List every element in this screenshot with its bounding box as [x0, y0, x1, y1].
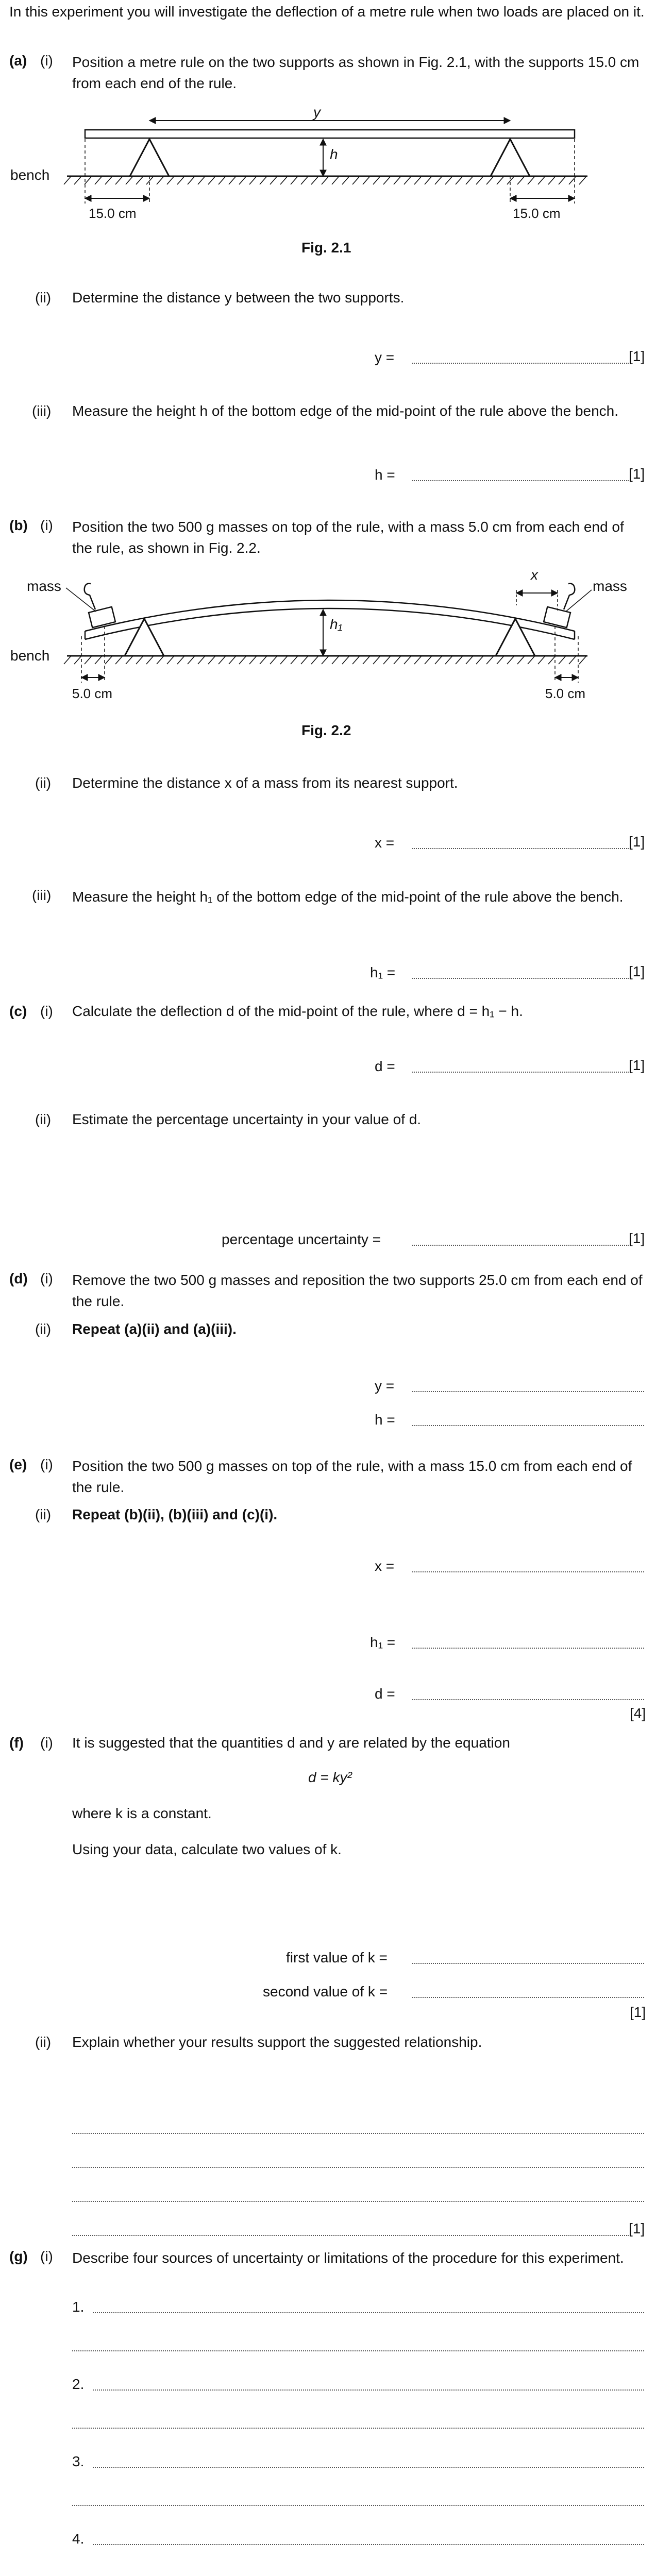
- left-support: [130, 139, 169, 176]
- g-i-line-2a[interactable]: [93, 2389, 644, 2391]
- left-mass: [85, 584, 115, 628]
- fig2-x-label: x: [531, 567, 538, 583]
- part-c-label: (c): [9, 1003, 27, 1019]
- part-f-ii-text: Explain whether your results support the suggested relationship.: [72, 2034, 482, 2050]
- figure-2-1: [0, 98, 656, 252]
- part-f-i-text: It is suggested that the quantities d and y are related by the equation: [72, 1735, 510, 1751]
- mark-f-ii: [1]: [629, 2221, 645, 2236]
- part-b-ii-text: Determine the distance x of a mass from its nearest support.: [72, 775, 458, 791]
- part-a-label: (a): [9, 53, 27, 69]
- bench-hatching: [64, 176, 586, 184]
- answer-d-h-label: h =: [375, 1412, 395, 1428]
- part-b-i-label: (i): [40, 517, 53, 533]
- part-b-i-text: Position the two 500 g masses on top of the rule, with a mass 5.0 cm from each end of the rule, as shown in Fig. 2.2.: [72, 519, 624, 556]
- answer-e-d-field[interactable]: [412, 1699, 644, 1700]
- part-d-i-label: (i): [40, 1270, 53, 1286]
- equation: d = ky²: [308, 1769, 352, 1785]
- part-e-label: (e): [9, 1456, 27, 1472]
- part-a-iii-label: (iii): [32, 403, 52, 419]
- fig-2-2-caption: Fig. 2.2: [301, 722, 351, 738]
- fig2-bench-label: bench: [10, 648, 50, 664]
- answer-x-label: x =: [375, 835, 395, 851]
- answer-e-h1-field[interactable]: [412, 1648, 644, 1649]
- answer-d-label: d =: [375, 1058, 395, 1074]
- mark-a-iii: [1]: [629, 466, 645, 482]
- part-b-iii-text: Measure the height h₁ of the bottom edge of the mid-point of the rule above the bench.: [72, 889, 624, 905]
- right-mass: [544, 584, 575, 628]
- right-support: [491, 139, 530, 176]
- part-c-ii-label: (ii): [35, 1111, 52, 1127]
- part-d-ii-label: (ii): [35, 1321, 52, 1337]
- fig2-mass-right-label: mass: [593, 578, 627, 594]
- answer-k1-label: first value of k =: [286, 1950, 388, 1965]
- answer-h1-field[interactable]: [412, 978, 629, 979]
- fig2-left-dim: 5.0 cm: [72, 686, 113, 701]
- fig1-left-dim: 15.0 cm: [89, 206, 137, 221]
- fig1-y-label: y: [313, 104, 321, 120]
- part-e-ii-label: (ii): [35, 1506, 52, 1522]
- g-i-num-2: 2.: [72, 2376, 85, 2392]
- fig1-h-label: h: [330, 146, 338, 162]
- g-i-line-4a[interactable]: [93, 2544, 644, 2545]
- fig2-mass-left-label: mass: [27, 578, 61, 594]
- g-i-num-1: 1.: [72, 2299, 85, 2315]
- part-e-i-label: (i): [40, 1456, 53, 1472]
- answer-f-ii-line-1[interactable]: [72, 2133, 644, 2134]
- part-a-i-label: (i): [40, 53, 53, 69]
- part-d-ii-text: Repeat (a)(ii) and (a)(iii).: [72, 1321, 237, 1337]
- part-g-i-text: Describe four sources of uncertainty or limitations of the procedure for this experiment.: [72, 2250, 624, 2266]
- part-a-ii-label: (ii): [35, 290, 52, 306]
- g-i-line-3b[interactable]: [72, 2505, 644, 2506]
- part-g-label: (g): [9, 2248, 28, 2264]
- mark-b-iii: [1]: [629, 963, 645, 979]
- part-f-using: Using your data, calculate two values of k.: [72, 1841, 342, 1857]
- answer-f-ii-line-4[interactable]: [72, 2235, 629, 2236]
- part-c-ii-text: Estimate the percentage uncertainty in your value of d.: [72, 1111, 422, 1127]
- answer-d-field[interactable]: [412, 1072, 629, 1073]
- answer-x-field[interactable]: [412, 848, 629, 849]
- mark-e: [4]: [630, 1705, 646, 1721]
- answer-k2-field[interactable]: [412, 1997, 644, 1998]
- part-b-label: (b): [9, 517, 28, 533]
- mark-c-i: [1]: [629, 1057, 645, 1073]
- answer-f-ii-line-3[interactable]: [72, 2201, 644, 2202]
- part-e-i-text: Position the two 500 g masses on top of the rule, with a mass 15.0 cm from each end of the rule.: [72, 1458, 632, 1496]
- g-i-line-3a[interactable]: [93, 2467, 644, 2468]
- part-a-i-text: Position a metre rule on the two supports as shown in Fig. 2.1, with the supports 15.0 cm from each end of the rule.: [72, 54, 640, 92]
- answer-h-label: h =: [375, 467, 395, 483]
- part-f-label: (f): [9, 1735, 24, 1751]
- part-b-ii-label: (ii): [35, 775, 52, 791]
- part-d-i-text: Remove the two 500 g masses and reposition the two supports 25.0 cm from each end of the rule.: [72, 1272, 643, 1310]
- bench-hatching-2: [64, 656, 586, 664]
- mark-c-ii: [1]: [629, 1230, 645, 1246]
- answer-y-label: y =: [375, 349, 395, 365]
- g-i-num-3: 3.: [72, 2453, 85, 2469]
- answer-uncertainty-label: percentage uncertainty =: [222, 1231, 381, 1247]
- answer-d-y-field[interactable]: [412, 1391, 644, 1392]
- intro-text: In this experiment you will investigate the deflection of a metre rule when two loads are placed on it.: [9, 4, 645, 20]
- answer-e-h1-label: h₁ =: [370, 1634, 396, 1650]
- part-e-ii-text: Repeat (b)(ii), (b)(iii) and (c)(i).: [72, 1506, 278, 1522]
- fig1-right-dim: 15.0 cm: [513, 206, 561, 221]
- part-b-iii-label: (iii): [32, 887, 52, 903]
- g-i-line-1a[interactable]: [93, 2312, 644, 2313]
- g-i-line-1b[interactable]: [72, 2350, 644, 2351]
- part-c-i-label: (i): [40, 1003, 53, 1019]
- mark-a-ii: [1]: [629, 348, 645, 364]
- answer-k2-label: second value of k =: [263, 1984, 388, 1999]
- answer-f-ii-line-2[interactable]: [72, 2167, 644, 2168]
- fig-2-1-caption: Fig. 2.1: [301, 240, 351, 256]
- part-f-ii-label: (ii): [35, 2034, 52, 2050]
- part-f-where: where k is a constant.: [72, 1805, 212, 1821]
- part-f-i-label: (i): [40, 1735, 53, 1751]
- part-g-i-label: (i): [40, 2248, 53, 2264]
- answer-uncertainty-field[interactable]: [412, 1245, 629, 1246]
- answer-h-field[interactable]: [412, 480, 629, 481]
- fig2-h1-label: h₁: [330, 616, 343, 632]
- fig2-right-dim: 5.0 cm: [545, 686, 586, 701]
- answer-k1-field[interactable]: [412, 1963, 644, 1964]
- part-a-iii-text: Measure the height h of the bottom edge of the mid-point of the rule above the bench.: [72, 403, 619, 419]
- answer-h1-label: h₁ =: [370, 964, 396, 980]
- answer-e-d-label: d =: [375, 1686, 395, 1702]
- answer-d-y-label: y =: [375, 1378, 395, 1394]
- g-i-line-2b[interactable]: [72, 2428, 644, 2429]
- answer-y-field[interactable]: [412, 363, 629, 364]
- metre-rule: [85, 130, 575, 138]
- g-i-num-4: 4.: [72, 2531, 85, 2547]
- answer-e-x-label: x =: [375, 1558, 395, 1574]
- part-a-ii-text: Determine the distance y between the two supports.: [72, 290, 405, 306]
- part-c-i-text: Calculate the deflection d of the mid-point of the rule, where d = h₁ − h.: [72, 1003, 523, 1019]
- mark-f-i: [1]: [630, 2004, 646, 2020]
- part-d-label: (d): [9, 1270, 28, 1286]
- answer-d-h-field[interactable]: [412, 1425, 644, 1426]
- mark-b-ii: [1]: [629, 834, 645, 850]
- answer-e-x-field[interactable]: [412, 1571, 644, 1572]
- fig1-bench-label: bench: [10, 167, 50, 183]
